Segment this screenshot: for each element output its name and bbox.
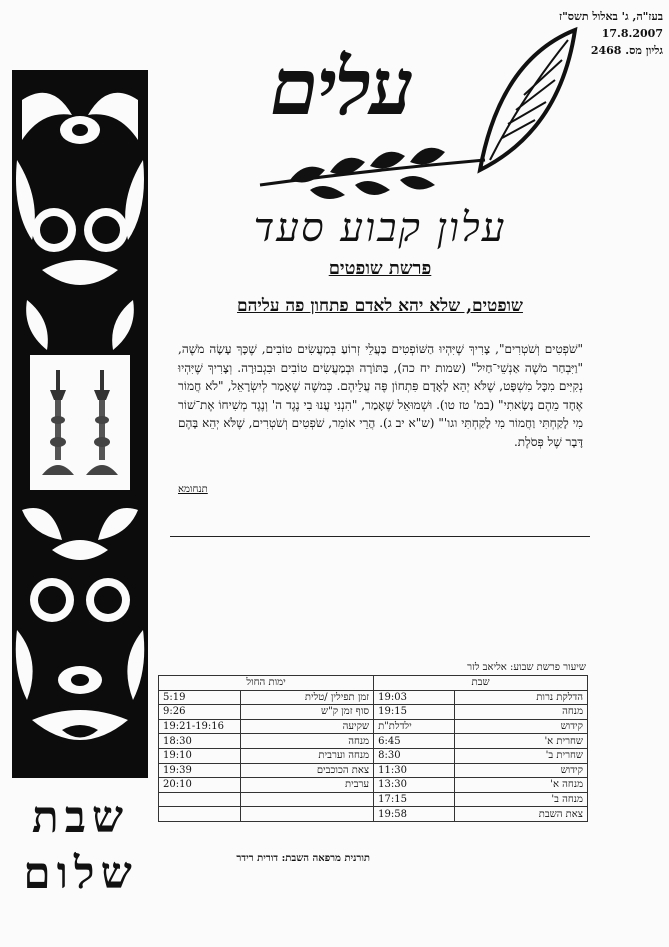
weekday-time: 19:10	[159, 748, 241, 763]
shabbat-time: 19:58	[374, 807, 455, 822]
shabbat-time: 19:15	[374, 705, 455, 720]
weekday-time: 5:19	[159, 690, 241, 705]
weekday-label: סוף זמן ק"ש	[240, 705, 373, 720]
divider	[170, 536, 590, 537]
weekday-label	[240, 792, 373, 807]
table-row	[159, 719, 588, 734]
shabbat-label: מנחה א'	[454, 778, 587, 793]
shabbat-time: ילדלת"ת	[374, 719, 455, 734]
shabbat-label: מנחה	[454, 705, 587, 720]
shabbat-time: 6:45	[374, 734, 455, 749]
table-row	[159, 734, 588, 749]
weekday-time: 18:30	[159, 734, 241, 749]
weekday-time: 19:39	[159, 763, 241, 778]
shabbat-time: 11:30	[374, 763, 455, 778]
weekday-label: זמן תפילין /טלית	[240, 690, 373, 705]
weekday-time	[159, 807, 241, 822]
shabbat-time: 19:03	[374, 690, 455, 705]
shabbat-label: צאת השבת	[454, 807, 587, 822]
leaf-branch-icon	[250, 20, 580, 210]
issue-number: גליון מס. 2468	[590, 44, 663, 57]
weekday-label: ערבית	[240, 778, 373, 793]
weekday-time: 19:21-19:16	[159, 719, 241, 734]
civil-date: 17.8.2007	[601, 27, 663, 40]
article-body: "שֹׁפְטִים וְשֹׁטְרִים", צָרִיךְ שֶׁיִּהְיוּ הַשּׁוֹפְטִים בַּעֲלֵי זְרוֹעַ בְּמַעֲשִׂים טוֹבִים, שֶׁכָּךְ עָשָׂה מֹשֶׁה, "וַיִּבְחַר מֹשֶׁה אַנְשֵׁי־חַיִל" (שמות יח כה), בַּתּוֹרָה וּבְמַעֲשִׂים טוֹבִים וּבִגְבוּרָה. וְצָרִיךְ שֶׁיִּהְיוּ נְקִיִּים מִכָּל מִשְׁפָּט, שֶׁלֹּא יְהֵא לָאָדָם פִּתְחוֹן פֶּה עֲלֵיהֶם. כְּמשֶׁה שֶׁאָמַר לְיִשְׂרָאֵל, "לֹא חֲמוֹר אֶחָד מֵהֶם נָשָׂאתִי" (במ' טז טו). וּשְׁמוּאֵל שֶׁאָמַר, "הִנְנִי עֲנוּ בִי נֶגֶד ה' וְנֶגֶד מְשִׁיחוֹ אֶת־שׁוֹר מִי לָקַחְתִּי וַחֲמוֹר מִי לָקַחְתִּי וגו'" (ש"א יב ג). הֲרֵי אוֹמֵר, שֹׁפְטִים וְשֹׁטְרִים, שֶׁלֹּא יְהֵא בָּהֶם דָּבָר שֶׁל פְּסֹלֶת.	[178, 342, 583, 449]
table-row	[159, 748, 588, 763]
weekday-label: שקיעה	[240, 719, 373, 734]
parasha-heading: פרשת שופטים	[328, 258, 432, 279]
shabbat-label: הדלקת נרות	[454, 690, 587, 705]
weekday-label: צאת הכוכבים	[240, 763, 373, 778]
hebrew-date: בעז"ה, ג' באלול תשס"ז	[559, 10, 663, 23]
shabbat-word: שבת	[31, 792, 130, 843]
shabbat-label: קידוש	[454, 763, 587, 778]
table-row	[159, 807, 588, 822]
decorative-border	[12, 70, 148, 778]
schedule-title: שיעור פרשת שבוע: אליאב לזר	[467, 662, 586, 673]
table-row	[159, 705, 588, 720]
shabbat-label: מנחה ב'	[454, 792, 587, 807]
article-source: תנחומא	[178, 484, 208, 495]
weekday-time	[159, 792, 241, 807]
shabbat-label: שחרית ב'	[454, 748, 587, 763]
weekday-time: 9:26	[159, 705, 241, 720]
weekday-label: מנחה וערבית	[240, 748, 373, 763]
weekday-header: ימות החול	[159, 676, 374, 691]
table-row	[159, 792, 588, 807]
shabbat-time: 8:30	[374, 748, 455, 763]
weekday-label: מנחה	[240, 734, 373, 749]
table-row	[159, 690, 588, 705]
prayer-times-table	[158, 675, 588, 822]
shabbat-header: שבת	[374, 676, 588, 691]
article-headline: שופטים, שלא יהא לאדם פתחון פה עליהם	[237, 296, 523, 316]
duty-nurse-note: תורנית מרפאה השבת: דורית רידר	[236, 853, 370, 864]
shabbat-label: קידוש	[454, 719, 587, 734]
publication-title: עלים	[270, 42, 412, 133]
table-row	[159, 778, 588, 793]
shabbat-time: 17:15	[374, 792, 455, 807]
table-row	[159, 763, 588, 778]
table-header-row	[159, 676, 588, 691]
publication-subtitle: עלון קבוע סעד	[253, 205, 507, 251]
shabbat-label: שחרית א'	[454, 734, 587, 749]
weekday-label	[240, 807, 373, 822]
shalom-word: שלום	[23, 848, 138, 899]
weekday-time: 20:10	[159, 778, 241, 793]
ornament-pattern-icon	[12, 70, 148, 778]
shabbat-time: 13:30	[374, 778, 455, 793]
masthead-logo	[250, 20, 580, 210]
shabbat-shalom-greeting	[8, 790, 153, 902]
